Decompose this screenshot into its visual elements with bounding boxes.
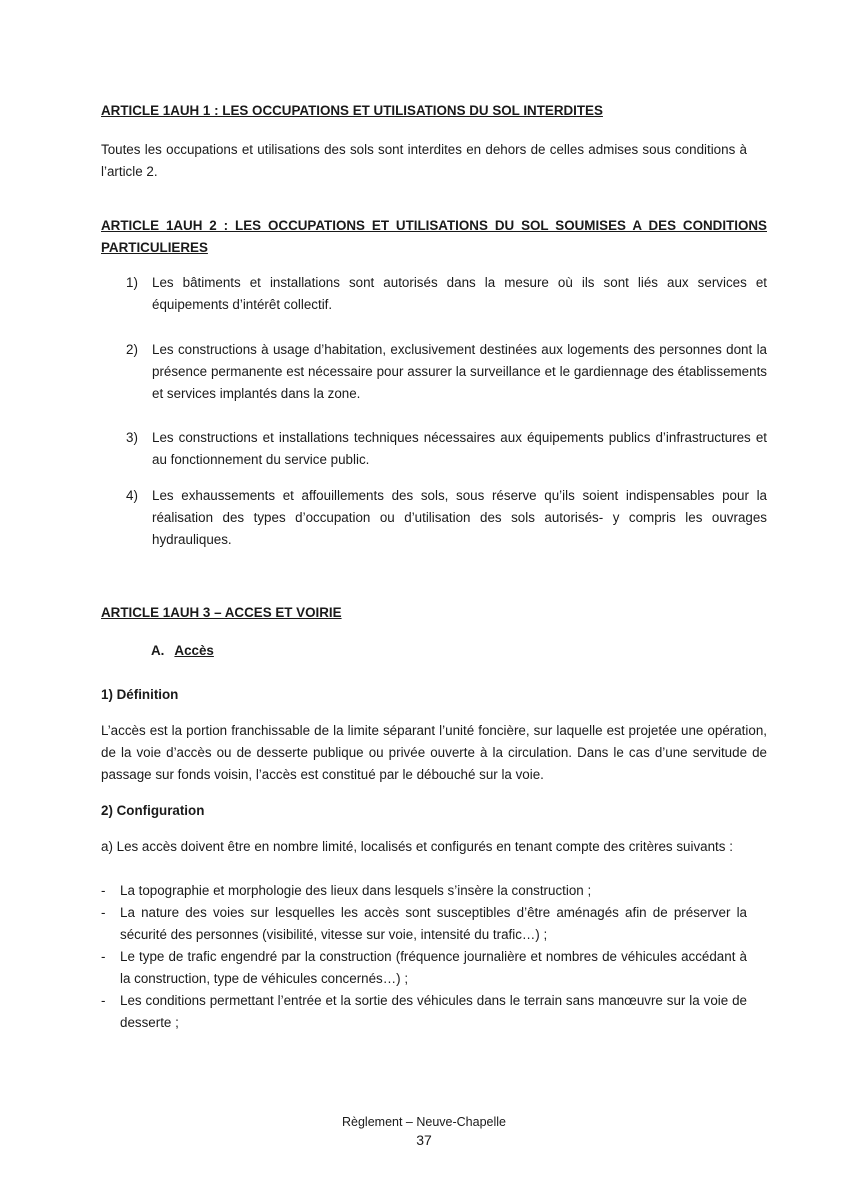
page-number: 37 xyxy=(416,1132,432,1148)
item-number: 2) xyxy=(126,342,138,357)
article-2-title: ARTICLE 1AUH 2 : LES OCCUPATIONS ET UTILISATIONS DU SOL SOUMISES A DES CONDITIONS PARTICULIERES xyxy=(101,218,767,255)
footer-document-title: Règlement – Neuve-Chapelle xyxy=(342,1115,506,1129)
list-item xyxy=(126,272,767,316)
section-label: Accès xyxy=(174,643,214,658)
item-number: 4) xyxy=(126,488,138,503)
section-a-heading xyxy=(151,640,214,662)
definition-heading: 1) Définition xyxy=(101,687,179,702)
section-letter: A. xyxy=(151,643,165,658)
item-text: Les constructions à usage d’habitation, exclusivement destinées aux logements des personnes dont la présence permanente est nécessaire pour assurer la surveillance et le gardiennage des établissements et services implantés dans la zone. xyxy=(152,342,767,401)
item-number: 3) xyxy=(126,430,138,445)
item-text: Les bâtiments et installations sont autorisés dans la mesure où ils sont liés aux services et équipements d’intérêt collectif. xyxy=(152,275,767,312)
configuration-heading: 2) Configuration xyxy=(101,803,205,818)
item-text: Les exhaussements et affouillements des sols, sous réserve qu’ils soient indispensables pour la réalisation des types d’occupation ou d’utilisation des sols autorisés- y compris les ouvrages hydrauliques. xyxy=(152,488,767,547)
list-item xyxy=(101,990,747,1034)
item-text: La topographie et morphologie des lieux dans lesquels s’insère la construction ; xyxy=(120,883,592,898)
article-1-body: Toutes les occupations et utilisations des sols sont interdites en dehors de celles admises sous conditions à l’article 2. xyxy=(101,142,747,179)
item-text: La nature des voies sur lesquelles les accès sont susceptibles d’être aménagés afin de préserver la sécurité des personnes (visibilité, vitesse sur voie, intensité du trafic…) ; xyxy=(120,905,747,942)
item-text: Le type de trafic engendré par la construction (fréquence journalière et nombres de véhicules accédant à la construction, type de véhicules concernés…) ; xyxy=(120,949,747,986)
item-text: Les conditions permettant l’entrée et la sortie des véhicules dans le terrain sans manœuvre sur la voie de desserte ; xyxy=(120,993,747,1030)
article-3-title: ARTICLE 1AUH 3 – ACCES ET VOIRIE xyxy=(101,605,342,620)
dash-mark: - xyxy=(101,949,106,964)
dash-mark: - xyxy=(101,883,106,898)
dash-mark: - xyxy=(101,993,106,1008)
item-number: 1) xyxy=(126,275,138,290)
definition-body: L’accès est la portion franchissable de la limite séparant l’unité foncière, sur laquelle est projetée une opération, de la voie d’accès ou de desserte publique ou privée ouverte à la circulation. Dans le cas d’une servitude de passage sur fonds voisin, l’accès est constitué par le débouché sur la voie. xyxy=(101,723,767,782)
document-page xyxy=(101,0,767,1200)
article-1-title: ARTICLE 1AUH 1 : LES OCCUPATIONS ET UTILISATIONS DU SOL INTERDITES xyxy=(101,103,603,118)
dash-mark: - xyxy=(101,905,106,920)
list-item xyxy=(101,946,747,990)
list-item xyxy=(126,485,767,551)
list-item xyxy=(101,880,747,902)
configuration-intro xyxy=(101,836,747,858)
intro-text: a) Les accès doivent être en nombre limité, localisés et configurés en tenant compte des critères suivants : xyxy=(101,839,733,854)
list-item xyxy=(101,902,747,946)
item-text: Les constructions et installations techniques nécessaires aux équipements publics d’infrastructures et au fonctionnement du service public. xyxy=(152,430,767,467)
list-item xyxy=(126,427,767,471)
list-item xyxy=(126,339,767,405)
